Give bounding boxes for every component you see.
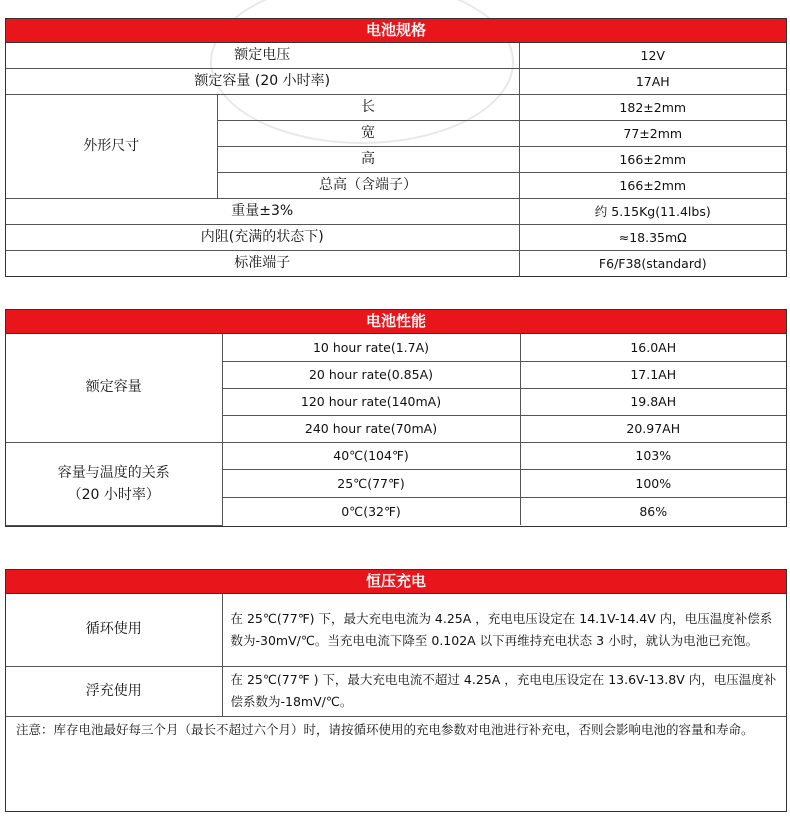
resistance-label: 内阻(充满的状态下) (6, 224, 519, 250)
table-row (6, 198, 786, 224)
table-row (6, 594, 786, 666)
temperature-value: 103% (520, 442, 786, 469)
float-use-text: 在 25℃(77℉ ) 下，最大充电电流不超过 4.25A ，充电电压设定在 13.6V-13.8V 内，电压温度补偿系数为-18mV/℃。 (222, 666, 786, 716)
float-use-label: 浮充使用 (6, 666, 222, 716)
cycle-use-label: 循环使用 (6, 594, 222, 666)
battery-performance-header: 电池性能 (6, 310, 786, 334)
charging-header: 恒压充电 (6, 570, 786, 594)
table-row (6, 334, 786, 361)
temperature-label (6, 442, 222, 525)
weight-value: 约 5.15Kg(11.4lbs) (519, 198, 786, 224)
cycle-use-text: 在 25℃(77℉) 下，最大充电电流为 4.25A ，充电电压设定在 14.1V-14.4V 内，电压温度补偿系数为-30mV/℃。当充电电流下降至 0.102A 以下再维持充电状态 3 小时，就认为电池已充饱。 (222, 594, 786, 666)
table-row (6, 224, 786, 250)
capacity-value: 19.8AH (520, 388, 786, 415)
width-value: 77±2mm (519, 120, 786, 146)
height-value: 166±2mm (519, 146, 786, 172)
table-row (6, 250, 786, 276)
capacity-value: 20.97AH (520, 415, 786, 442)
dimensions-label: 外形尺寸 (6, 94, 217, 198)
resistance-value: ≈18.35mΩ (519, 224, 786, 250)
battery-spec-section (5, 18, 787, 277)
temperature-label-line1: 容量与温度的关系 (57, 464, 170, 481)
temperature-cell: 0℃(32℉) (222, 497, 520, 525)
table-row (6, 43, 786, 68)
rate-cell: 10 hour rate(1.7A) (222, 334, 520, 361)
capacity-label: 额定容量 (6, 334, 222, 442)
total-height-label: 总高（含端子） (217, 172, 519, 198)
width-label: 宽 (217, 120, 519, 146)
terminal-label: 标准端子 (6, 250, 519, 276)
length-label: 长 (217, 94, 519, 120)
temperature-cell: 25℃(77℉) (222, 469, 520, 497)
temperature-cell: 40℃(104℉) (222, 442, 520, 469)
battery-performance-section (5, 309, 787, 527)
table-row (6, 666, 786, 716)
temperature-label-line2: （20 小时率） (67, 486, 160, 503)
table-row (6, 442, 786, 469)
table-row (6, 94, 786, 120)
battery-spec-header: 电池规格 (6, 19, 786, 43)
height-label: 高 (217, 146, 519, 172)
capacity-value: 16.0AH (520, 334, 786, 361)
table-row (6, 68, 786, 94)
charging-table (6, 594, 786, 716)
temperature-value: 86% (520, 497, 786, 525)
terminal-value: F6/F38(standard) (519, 250, 786, 276)
length-value: 182±2mm (519, 94, 786, 120)
temperature-value: 100% (520, 469, 786, 497)
rated-voltage-label: 额定电压 (6, 43, 519, 68)
storage-note: 注意：库存电池最好每三个月（最长不超过六个月）时，请按循环使用的充电参数对电池进行补充电，否则会影响电池的容量和寿命。 (6, 716, 786, 747)
rated-capacity-label: 额定容量 (20 小时率) (6, 68, 519, 94)
weight-label: 重量±3% (6, 198, 519, 224)
capacity-value: 17.1AH (520, 361, 786, 388)
rate-cell: 240 hour rate(70mA) (222, 415, 520, 442)
battery-spec-table (6, 43, 786, 276)
battery-performance-table (6, 334, 786, 526)
rate-cell: 120 hour rate(140mA) (222, 388, 520, 415)
total-height-value: 166±2mm (519, 172, 786, 198)
rate-cell: 20 hour rate(0.85A) (222, 361, 520, 388)
constant-voltage-charging-section (5, 569, 787, 812)
rated-capacity-value: 17AH (519, 68, 786, 94)
rated-voltage-value: 12V (519, 43, 786, 68)
